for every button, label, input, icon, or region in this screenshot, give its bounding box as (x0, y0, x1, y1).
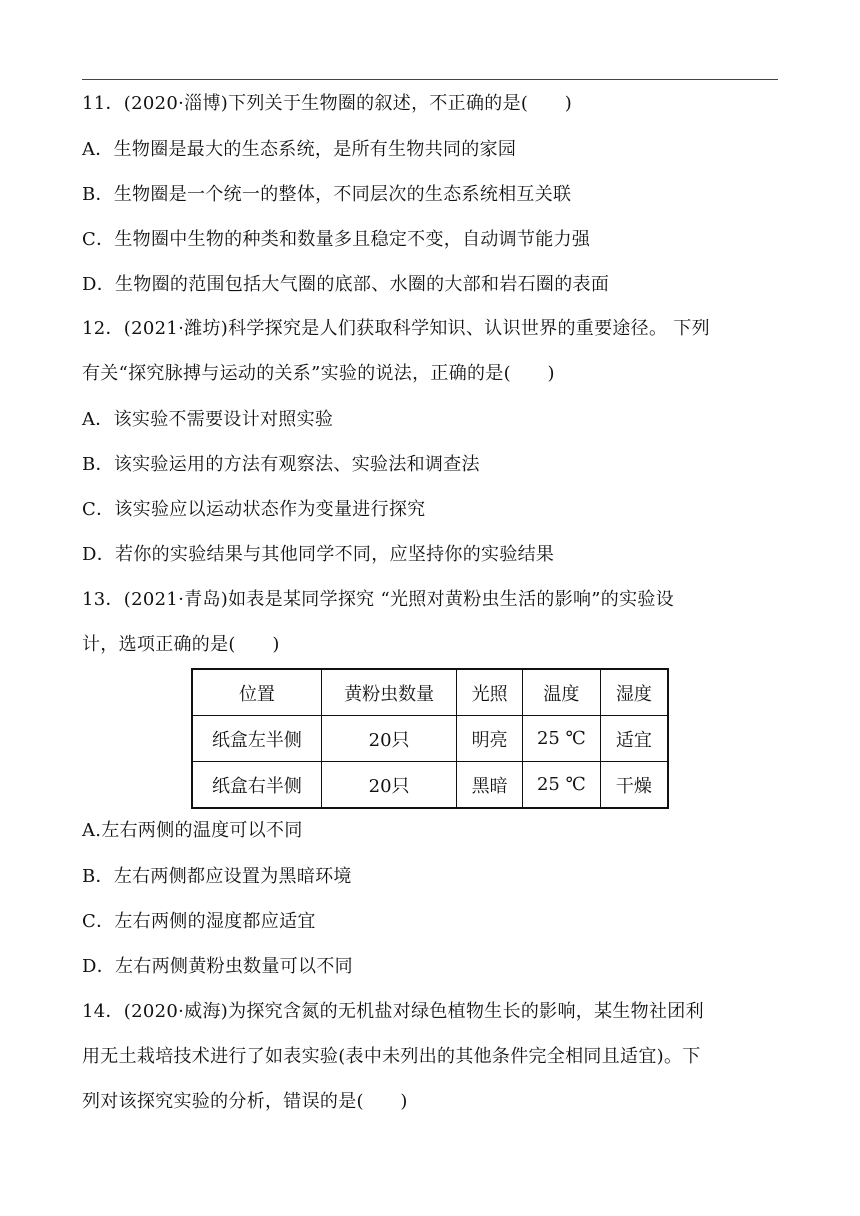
question-11-stem: 11．(2020·淄博)下列关于生物圈的叙述，不正确的是( ) (82, 93, 573, 114)
question-11-option-a: A．生物圈是最大的生态系统，是所有生物共同的家园 (82, 139, 517, 160)
question-13-option-d: D．左右两侧黄粉虫数量可以不同 (82, 956, 353, 977)
question-12-stem-line2: 有关“探究脉搏与运动的关系”实验的说法，正确的是( ) (82, 363, 555, 384)
question-12-option-b: B．该实验运用的方法有观察法、实验法和调查法 (82, 454, 480, 475)
table-row (192, 716, 668, 762)
table-header-cell: 光照 (457, 669, 523, 716)
experiment-table (191, 668, 669, 809)
question-12-option-d: D．若你的实验结果与其他同学不同，应坚持你的实验结果 (82, 544, 555, 565)
table-cell: 20只 (321, 762, 456, 809)
table-cell: 25 ℃ (523, 762, 601, 809)
question-11-option-b: B．生物圈是一个统一的整体，不同层次的生态系统相互关联 (82, 184, 572, 205)
question-14-stem-line1: 14．(2020·威海)为探究含氮的无机盐对绿色植物生长的影响，某生物社团利 (82, 1001, 704, 1022)
question-11-option-d: D．生物圈的范围包括大气圈的底部、水圈的大部和岩石圈的表面 (82, 274, 610, 295)
table-cell: 25 ℃ (523, 716, 601, 762)
question-14-stem-line3: 列对该探究实验的分析，错误的是( ) (82, 1091, 408, 1112)
table-header-cell: 温度 (523, 669, 601, 716)
table-cell: 20只 (321, 716, 456, 762)
table-cell: 黑暗 (457, 762, 523, 809)
table-cell: 明亮 (457, 716, 523, 762)
question-12-option-c: C．该实验应以运动状态作为变量进行探究 (82, 499, 426, 520)
table-header-cell: 黄粉虫数量 (321, 669, 456, 716)
table-header-row (192, 669, 668, 716)
question-12-stem-line1: 12．(2021·潍坊)科学探究是人们获取科学知识、认识世界的重要途径。 下列 (82, 318, 710, 339)
table-cell: 纸盒右半侧 (192, 762, 321, 809)
header-rule (82, 79, 778, 80)
question-14-stem-line2: 用无土栽培技术进行了如表实验(表中未列出的其他条件完全相同且适宜)。下 (82, 1046, 701, 1067)
table-cell: 纸盒左半侧 (192, 716, 321, 762)
question-13-option-a: A.左右两侧的温度可以不同 (82, 820, 303, 841)
question-13-option-b: B．左右两侧都应设置为黑暗环境 (82, 866, 352, 887)
question-13-stem-line1: 13．(2021·青岛)如表是某同学探究 “光照对黄粉虫生活的影响”的实验设 (82, 589, 675, 610)
table-cell: 干燥 (600, 762, 668, 809)
question-13-stem-line2: 计，选项正确的是( ) (82, 634, 280, 655)
table-cell: 适宜 (600, 716, 668, 762)
question-13-option-c: C．左右两侧的湿度都应适宜 (82, 911, 316, 932)
table-row (192, 762, 668, 809)
table-header-cell: 位置 (192, 669, 321, 716)
table-header-cell: 湿度 (600, 669, 668, 716)
question-11-option-c: C．生物圈中生物的种类和数量多且稳定不变，自动调节能力强 (82, 229, 591, 250)
question-12-option-a: A．该实验不需要设计对照实验 (82, 409, 334, 430)
